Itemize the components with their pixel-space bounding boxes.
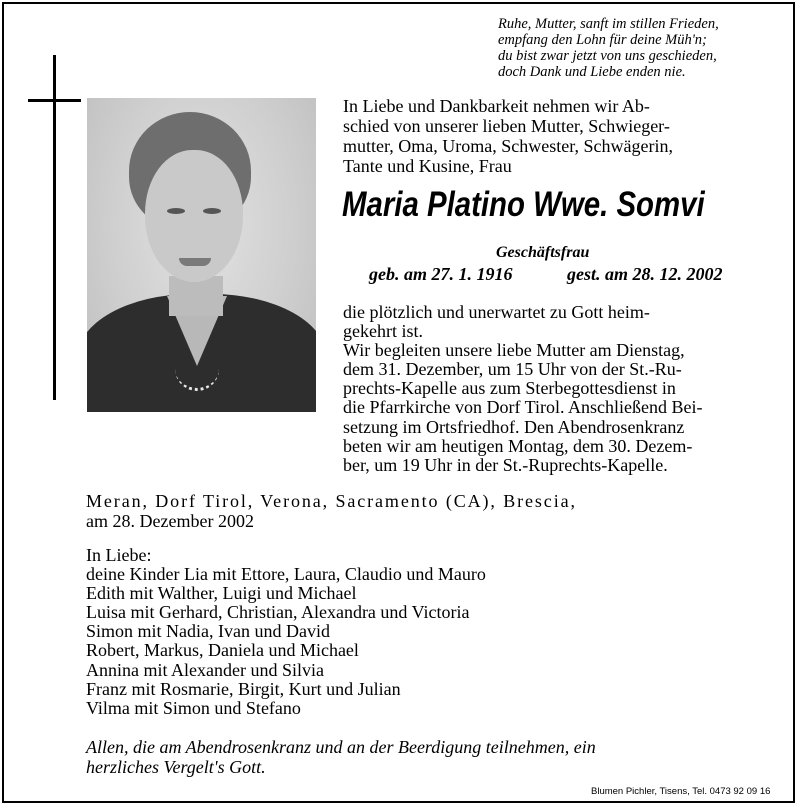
closing-thanks [86,737,596,777]
intro-line: schied von unserer lieben Mutter, Schwieger- [343,116,670,136]
intro-line: In Liebe und Dankbarkeit nehmen wir Ab- [343,96,650,116]
mourners-line: Vilma mit Simon und Stefano [86,697,301,718]
details-line: die Pfarrkirche von Dorf Tirol. Anschließend Bei- [343,397,703,418]
death-date: gest. am 28. 12. 2002 [567,264,723,284]
mourners-line: deine Kinder Lia mit Ettore, Laura, Claudio und Mauro [86,564,486,585]
poem-line: du bist zwar jetzt von uns geschieden, [498,48,717,64]
place-line: Meran, Dorf Tirol, Verona, Sacramento (CA), Brescia, [86,491,577,511]
details-line: ber, um 19 Uhr in der St.-Ruprechts-Kapelle. [343,454,668,475]
memorial-poem [498,16,778,80]
cross-horizontal-bar [28,99,81,102]
details-line: beten wir am heutigen Montag, dem 30. Dezem- [343,435,693,456]
cross-vertical-bar [53,55,56,400]
intro-line: Tante und Kusine, Frau [343,156,512,176]
mourners-line: Robert, Markus, Daniela und Michael [86,640,359,661]
mourners-list [86,546,486,718]
details-line: dem 31. Dezember, um 15 Uhr von der St.-Ru- [343,359,682,380]
photo-neck [169,276,223,316]
mourners-line: Simon mit Nadia, Ivan und David [86,621,330,642]
intro-text [343,96,767,176]
deceased-name: Maria Platino Wwe. Somvi [342,185,705,224]
details-line: prechts-Kapelle aus zum Sterbegottesdienst in [343,378,676,399]
poem-line: Ruhe, Mutter, sanft im stillen Frieden, [498,16,719,32]
photo-eye [203,208,221,214]
mourners-line: Annina mit Alexander und Silvia [86,659,324,680]
birth-date: geb. am 27. 1. 1916 [369,264,513,284]
date-line: am 28. Dezember 2002 [86,511,254,531]
closing-line: Allen, die am Abendrosenkranz und an der Beerdigung teilnehmen, ein [86,737,596,757]
profession: Geschäftsfrau [496,244,590,261]
poem-line: doch Dank und Liebe enden nie. [498,64,686,80]
portrait-photo [87,98,316,412]
mourners-line: Luisa mit Gerhard, Christian, Alexandra und Victoria [86,602,470,623]
florist-credit: Blumen Pichler, Tisens, Tel. 0473 92 09 16 [591,786,771,797]
details-line: setzung im Ortsfriedhof. Den Abendrosenkranz [343,416,685,437]
mourners-heading: In Liebe: [86,545,152,565]
details-line: gekehrt ist. [343,321,423,342]
details-line: die plötzlich und unerwartet zu Gott heim- [343,302,650,322]
mourners-line: Edith mit Walther, Luigi und Michael [86,583,357,604]
photo-eye [167,208,185,214]
intro-line: mutter, Oma, Uroma, Schwester, Schwägerin, [343,136,673,156]
details-line: Wir begleiten unsere liebe Mutter am Dienstag, [343,340,685,361]
mourners-line: Franz mit Rosmarie, Birgit, Kurt und Julian [86,678,401,699]
funeral-details [343,303,767,475]
photo-smile [179,258,211,266]
poem-line: empfang den Lohn für deine Müh'n; [498,32,707,48]
closing-line: herzliches Vergelt's Gott. [86,757,266,777]
